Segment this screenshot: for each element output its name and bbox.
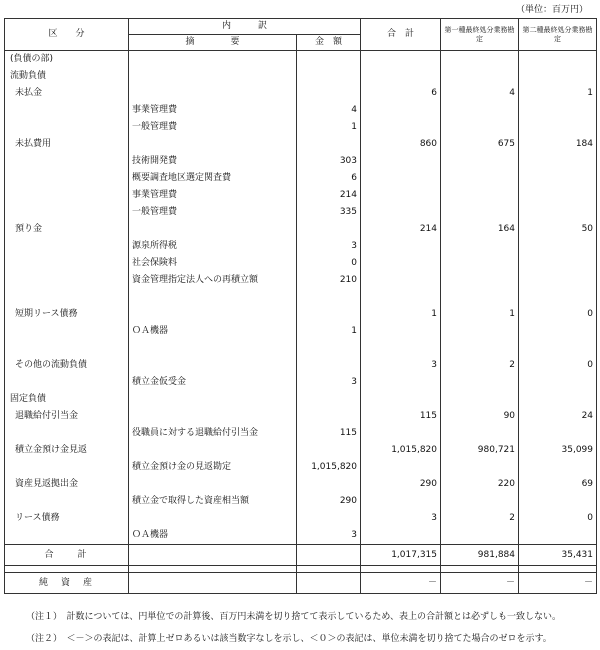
row-category — [5, 238, 129, 255]
table-row — [5, 187, 597, 204]
total-desc — [129, 545, 297, 566]
row-amount — [297, 51, 361, 69]
row-description: 積立金で取得した資産相当額 — [129, 493, 297, 510]
row-col1 — [441, 272, 519, 289]
row-amount: 210 — [297, 272, 361, 289]
row-col1 — [441, 340, 519, 357]
table-row — [5, 408, 597, 425]
unit-label: （単位：百万円） — [515, 5, 588, 15]
row-total: 1 — [361, 306, 441, 323]
row-description — [129, 136, 297, 153]
row-category: 積立金預け金見返 — [5, 442, 129, 459]
row-category: (負債の部) — [5, 51, 129, 69]
row-amount: 335 — [297, 204, 361, 221]
net-sum: － — [361, 573, 441, 594]
row-amount: 290 — [297, 493, 361, 510]
row-total — [361, 170, 441, 187]
row-category — [5, 289, 129, 306]
row-description: ＯＡ機器 — [129, 527, 297, 545]
row-col2 — [519, 459, 597, 476]
ledger-body — [5, 51, 597, 545]
row-category — [5, 272, 129, 289]
row-total — [361, 187, 441, 204]
row-amount — [297, 442, 361, 459]
table-row — [5, 510, 597, 527]
net-label: 純 資 産 — [5, 573, 129, 594]
row-col2 — [519, 187, 597, 204]
net-desc — [129, 573, 297, 594]
row-col2 — [519, 51, 597, 69]
liabilities-table — [4, 18, 597, 594]
row-col1 — [441, 68, 519, 85]
row-total: 3 — [361, 510, 441, 527]
row-description — [129, 340, 297, 357]
row-col2: 0 — [519, 510, 597, 527]
row-amount: 1 — [297, 119, 361, 136]
row-category: その他の流動負債 — [5, 357, 129, 374]
row-col1 — [441, 527, 519, 545]
net-assets-row — [5, 573, 597, 594]
row-description — [129, 306, 297, 323]
total-sum: 1,017,315 — [361, 545, 441, 566]
row-category — [5, 153, 129, 170]
table-row — [5, 442, 597, 459]
row-description: 一般管理費 — [129, 119, 297, 136]
row-description — [129, 476, 297, 493]
total-col2: 35,431 — [519, 545, 597, 566]
row-description — [129, 51, 297, 69]
row-amount — [297, 391, 361, 408]
row-col2 — [519, 289, 597, 306]
row-total — [361, 340, 441, 357]
row-col1 — [441, 459, 519, 476]
row-amount: 1 — [297, 323, 361, 340]
row-total — [361, 153, 441, 170]
row-amount — [297, 221, 361, 238]
row-amount: 3 — [297, 527, 361, 545]
net-col1: － — [441, 573, 519, 594]
row-category: 預り金 — [5, 221, 129, 238]
row-total: 6 — [361, 85, 441, 102]
row-col2 — [519, 170, 597, 187]
row-total — [361, 51, 441, 69]
table-row — [5, 221, 597, 238]
row-total — [361, 102, 441, 119]
row-col2 — [519, 238, 597, 255]
row-category — [5, 493, 129, 510]
row-total — [361, 527, 441, 545]
row-col1 — [441, 119, 519, 136]
table-row — [5, 136, 597, 153]
row-amount: 0 — [297, 255, 361, 272]
row-amount: 303 — [297, 153, 361, 170]
net-col2: － — [519, 573, 597, 594]
row-amount: 214 — [297, 187, 361, 204]
row-col1 — [441, 187, 519, 204]
row-col2: 69 — [519, 476, 597, 493]
table-row — [5, 425, 597, 442]
note-2: （注２） ＜－＞の表記は、計算上ゼロあるいは該当数字なしを示し、＜０＞の表記は、単位未満を切り捨てた場合のゼロを示す。 — [26, 634, 552, 644]
header-breakdown: 内 訳 — [129, 19, 361, 35]
table-row — [5, 272, 597, 289]
table-row — [5, 527, 597, 545]
row-col2 — [519, 493, 597, 510]
note-1: （注１） 計数については、円単位での計算後、百万円未満を切り捨てて表示しているため、表上の合計額とは必ずしも一致しない。 — [26, 612, 561, 622]
row-category — [5, 204, 129, 221]
row-category — [5, 119, 129, 136]
row-col2 — [519, 391, 597, 408]
row-total — [361, 459, 441, 476]
row-description — [129, 289, 297, 306]
row-col1: 980,721 — [441, 442, 519, 459]
row-description: 概要調査地区選定関査費 — [129, 170, 297, 187]
row-col1: 2 — [441, 357, 519, 374]
notes — [26, 606, 561, 650]
row-description: 積立金仮受金 — [129, 374, 297, 391]
row-col1: 90 — [441, 408, 519, 425]
row-col2: 0 — [519, 357, 597, 374]
row-col1 — [441, 493, 519, 510]
row-col1 — [441, 102, 519, 119]
row-amount — [297, 289, 361, 306]
table-row — [5, 51, 597, 69]
table-row — [5, 323, 597, 340]
net-amount — [297, 573, 361, 594]
row-description: 技術開発費 — [129, 153, 297, 170]
row-category — [5, 425, 129, 442]
row-col2 — [519, 374, 597, 391]
row-description — [129, 85, 297, 102]
row-total — [361, 391, 441, 408]
row-description — [129, 391, 297, 408]
row-col1 — [441, 425, 519, 442]
row-category: 固定負債 — [5, 391, 129, 408]
row-category — [5, 255, 129, 272]
row-amount: 6 — [297, 170, 361, 187]
total-col1: 981,884 — [441, 545, 519, 566]
row-description: 源泉所得税 — [129, 238, 297, 255]
table-row — [5, 255, 597, 272]
table-row — [5, 85, 597, 102]
row-col2 — [519, 119, 597, 136]
row-category: リース債務 — [5, 510, 129, 527]
total-amount — [297, 545, 361, 566]
row-col2: 50 — [519, 221, 597, 238]
row-total — [361, 238, 441, 255]
row-amount — [297, 408, 361, 425]
table-row — [5, 340, 597, 357]
row-amount — [297, 306, 361, 323]
row-col2: 0 — [519, 306, 597, 323]
row-category — [5, 170, 129, 187]
row-col2: 1 — [519, 85, 597, 102]
table-row — [5, 102, 597, 119]
table-row — [5, 119, 597, 136]
header-category: 区 分 — [5, 19, 129, 51]
row-total — [361, 374, 441, 391]
table-row — [5, 459, 597, 476]
row-category — [5, 102, 129, 119]
row-amount — [297, 340, 361, 357]
table-row — [5, 493, 597, 510]
table-row — [5, 204, 597, 221]
row-col2 — [519, 527, 597, 545]
row-col2: 24 — [519, 408, 597, 425]
row-category — [5, 527, 129, 545]
row-col1: 675 — [441, 136, 519, 153]
row-description — [129, 510, 297, 527]
row-total: 290 — [361, 476, 441, 493]
row-category — [5, 340, 129, 357]
row-col1: 1 — [441, 306, 519, 323]
row-amount — [297, 510, 361, 527]
row-category: 未払金 — [5, 85, 129, 102]
header-total: 合 計 — [361, 19, 441, 51]
row-description: ＯＡ機器 — [129, 323, 297, 340]
row-col2 — [519, 272, 597, 289]
row-category — [5, 459, 129, 476]
row-col2: 184 — [519, 136, 597, 153]
row-amount — [297, 85, 361, 102]
gap-row — [5, 566, 597, 573]
row-total: 214 — [361, 221, 441, 238]
row-col1 — [441, 255, 519, 272]
row-amount: 3 — [297, 374, 361, 391]
table-row — [5, 391, 597, 408]
row-amount — [297, 357, 361, 374]
header-row — [5, 19, 597, 35]
row-category: 短期リース債務 — [5, 306, 129, 323]
total-label: 合 計 — [5, 545, 129, 566]
table-row — [5, 374, 597, 391]
total-row — [5, 545, 597, 566]
row-amount: 115 — [297, 425, 361, 442]
row-total — [361, 493, 441, 510]
row-col1 — [441, 391, 519, 408]
table-row — [5, 153, 597, 170]
row-description: 資金管理指定法人への再積立額 — [129, 272, 297, 289]
row-total: 860 — [361, 136, 441, 153]
header-col1: 第一種最終処分業務勘定 — [441, 19, 519, 51]
row-total: 115 — [361, 408, 441, 425]
row-amount — [297, 136, 361, 153]
row-col2 — [519, 204, 597, 221]
row-category: 退職給付引当金 — [5, 408, 129, 425]
row-total — [361, 272, 441, 289]
row-col2 — [519, 323, 597, 340]
row-description — [129, 221, 297, 238]
row-col1 — [441, 204, 519, 221]
row-col2 — [519, 340, 597, 357]
row-description: 社会保険料 — [129, 255, 297, 272]
row-col1 — [441, 51, 519, 69]
row-col2: 35,099 — [519, 442, 597, 459]
row-category — [5, 374, 129, 391]
row-col2 — [519, 255, 597, 272]
row-col1: 220 — [441, 476, 519, 493]
row-total — [361, 119, 441, 136]
row-col1 — [441, 289, 519, 306]
row-description — [129, 408, 297, 425]
row-description: 積立金預け金の見返勘定 — [129, 459, 297, 476]
row-col1: 164 — [441, 221, 519, 238]
row-col1 — [441, 170, 519, 187]
row-col1: 2 — [441, 510, 519, 527]
row-description — [129, 442, 297, 459]
row-col1 — [441, 153, 519, 170]
table-row — [5, 476, 597, 493]
row-col2 — [519, 68, 597, 85]
row-col2 — [519, 153, 597, 170]
row-category — [5, 323, 129, 340]
row-description: 一般管理費 — [129, 204, 297, 221]
row-total — [361, 323, 441, 340]
row-col2 — [519, 425, 597, 442]
table-row — [5, 306, 597, 323]
row-total: 3 — [361, 357, 441, 374]
row-description: 事業管理費 — [129, 187, 297, 204]
row-col2 — [519, 102, 597, 119]
table-row — [5, 357, 597, 374]
row-total — [361, 68, 441, 85]
table-row — [5, 289, 597, 306]
header-amount: 金 額 — [297, 35, 361, 51]
row-total — [361, 289, 441, 306]
row-col1 — [441, 238, 519, 255]
row-category: 資産見返拠出金 — [5, 476, 129, 493]
row-description: 事業管理費 — [129, 102, 297, 119]
row-category: 流動負債 — [5, 68, 129, 85]
row-col1 — [441, 323, 519, 340]
table-row — [5, 170, 597, 187]
row-col1 — [441, 374, 519, 391]
row-total — [361, 255, 441, 272]
row-total — [361, 425, 441, 442]
row-amount — [297, 68, 361, 85]
row-amount: 3 — [297, 238, 361, 255]
row-category: 未払費用 — [5, 136, 129, 153]
row-description: 役職員に対する退職給付引当金 — [129, 425, 297, 442]
header-col2: 第二種最終処分業務勘定 — [519, 19, 597, 51]
row-amount — [297, 476, 361, 493]
row-amount: 1,015,820 — [297, 459, 361, 476]
row-col1: 4 — [441, 85, 519, 102]
row-description — [129, 68, 297, 85]
header-description: 摘 要 — [129, 35, 297, 51]
row-total — [361, 204, 441, 221]
table-row — [5, 68, 597, 85]
row-total: 1,015,820 — [361, 442, 441, 459]
row-description — [129, 357, 297, 374]
row-category — [5, 187, 129, 204]
table-row — [5, 238, 597, 255]
row-amount: 4 — [297, 102, 361, 119]
